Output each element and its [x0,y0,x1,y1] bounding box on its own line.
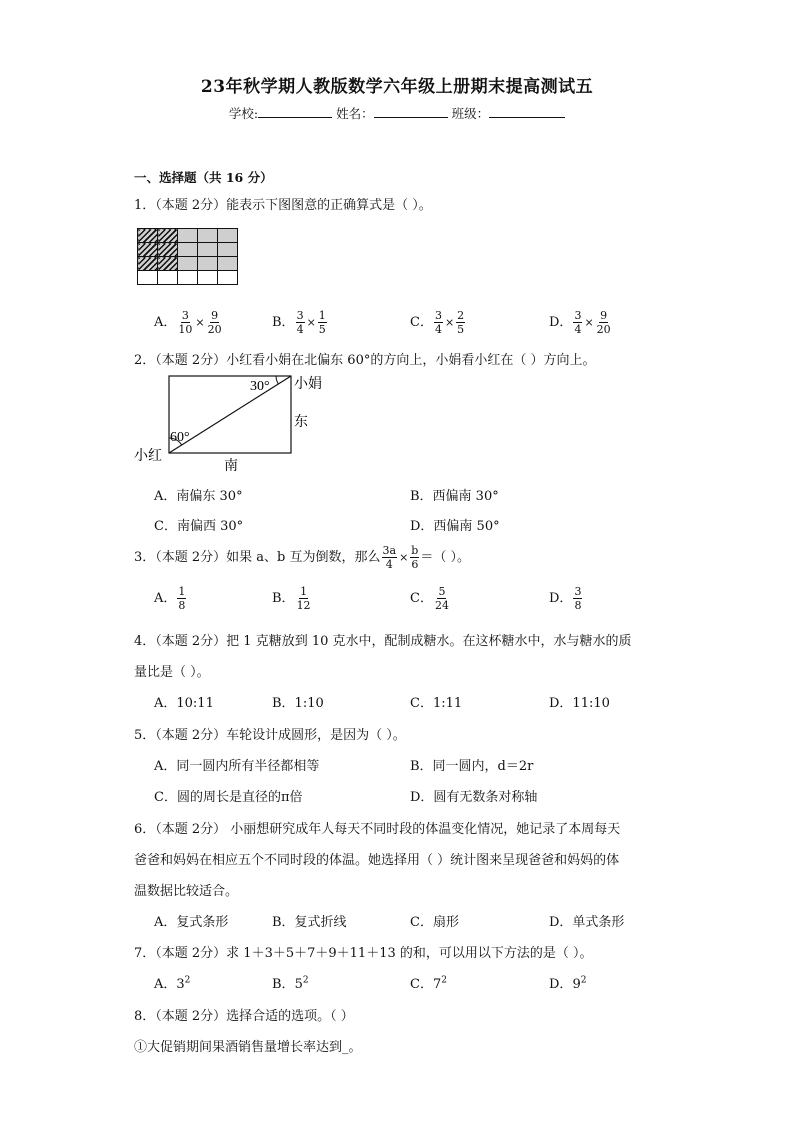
question-3-stem: 3．（本题 2分）如果 a、b 互为倒数，那么 $\frac{3a}{4}$ × $\frac{b}{6}$ ＝（ ）。 [134,544,470,571]
question-7-option-c[interactable]: C．$7^2$ [410,975,447,992]
angle-top-label: 30° [250,379,270,394]
question-7-stem: 7．（本题 2分）求 1＋3＋5＋7＋9＋11＋13 的和，可以用以下方法的是（ ）。 [134,946,593,961]
question-3-option-a[interactable]: A． $\frac{1}{8}$ [154,585,186,612]
question-7-option-a[interactable]: A．$3^2$ [154,975,191,992]
question-6-stem-line2: 爸爸和妈妈在相应五个不同时段的体温。她选择用（ ）统计图来呈现爸爸和妈妈的体 [134,853,620,868]
question-5-option-c[interactable]: C．圆的周长是直径的π倍 [154,790,303,805]
question-2-stem: 2．（本题 2分）小红看小娟在北偏东 60°的方向上，小娟看小红在（ ）方向上。 [134,353,596,368]
question-5-option-b[interactable]: B．同一圆内，d＝2r [410,759,534,774]
name-blank[interactable] [374,105,448,118]
question-8-sub1: ①大促销期间果酒销售量增长率达到_。 [134,1040,362,1055]
school-blank[interactable] [258,105,332,118]
question-1-option-d[interactable]: D． $\frac{3}{4}$ × $\frac{9}{20}$ [549,309,611,336]
question-1-grid-figure [137,228,238,285]
label-east: 东 [294,414,308,430]
page-title: 23年秋学期人教版数学六年级上册期末提高测试五 [200,77,594,97]
question-1-option-a[interactable]: A． $\frac{3}{10}$ × $\frac{9}{20}$ [154,309,222,336]
question-1-option-b[interactable]: B． $\frac{3}{4}$ × $\frac{1}{5}$ [272,309,326,336]
question-4-stem-line2: 量比是（ ）。 [134,665,210,680]
name-label: 姓名： [336,106,374,121]
class-label: 班级： [451,106,490,121]
question-7-option-b[interactable]: B．$5^2$ [272,975,309,992]
question-2-direction-diagram [134,372,334,478]
label-xiaohong: 小红 [134,448,162,464]
question-4-option-d[interactable]: D．11:10 [549,696,610,711]
class-blank[interactable] [489,105,565,118]
question-3-option-c[interactable]: C． $\frac{5}{24}$ [410,585,449,612]
question-1-stem: 1．（本题 2分）能表示下图图意的正确算式是（ ）。 [134,198,432,213]
question-2-option-a[interactable]: A．南偏东 30° [154,489,243,504]
question-6-option-d[interactable]: D．单式条形 [549,915,625,930]
question-4-option-a[interactable]: A．10:11 [154,696,214,711]
school-label: 学校: [228,106,259,121]
question-4-option-b[interactable]: B．1:10 [272,696,324,711]
question-7-option-d[interactable]: D．$9^2$ [549,975,587,992]
direction-diagram-svg [134,372,334,474]
question-6-stem-line3: 温数据比较适合。 [134,884,239,899]
question-6-option-c[interactable]: C．扇形 [410,915,459,930]
question-2-option-c[interactable]: C．南偏西 30° [154,519,244,534]
question-6-stem-line1: 6．（本题 2分） 小丽想研究成年人每天不同时段的体温变化情况，她记录了本周每天 [134,822,621,837]
question-2-option-d[interactable]: D．西偏南 50° [410,519,500,534]
angle-bottom-label: 60° [170,430,190,445]
question-3-option-d[interactable]: D． $\frac{3}{8}$ [549,585,582,612]
student-info [0,104,794,122]
question-4-option-c[interactable]: C．1:11 [410,696,463,711]
angle-arc-top [276,376,278,384]
section-heading: 一、选择题（共 16 分） [134,170,273,185]
question-8-stem: 8．（本题 2分）选择合适的选项。（ ） [134,1009,354,1024]
question-5-option-d[interactable]: D．圆有无数条对称轴 [410,790,538,805]
question-6-option-b[interactable]: B．复式折线 [272,915,347,930]
question-4-stem-line1: 4．（本题 2分）把 1 克糖放到 10 克水中，配制成糖水。在这杯糖水中，水与糖水的质 [134,634,632,649]
label-south: 南 [224,458,238,474]
question-5-option-a[interactable]: A．同一圆内所有半径都相等 [154,759,320,774]
question-5-stem: 5．（本题 2分）车轮设计成圆形，是因为（ ）。 [134,728,406,743]
question-1-option-c[interactable]: C． $\frac{3}{4}$ × $\frac{2}{5}$ [410,309,465,336]
question-3-option-b[interactable]: B． $\frac{1}{12}$ [272,585,311,612]
label-xiaojuan: 小娟 [294,376,322,392]
question-2-option-b[interactable]: B．西偏南 30° [410,489,499,504]
question-6-option-a[interactable]: A．复式条形 [154,915,229,930]
